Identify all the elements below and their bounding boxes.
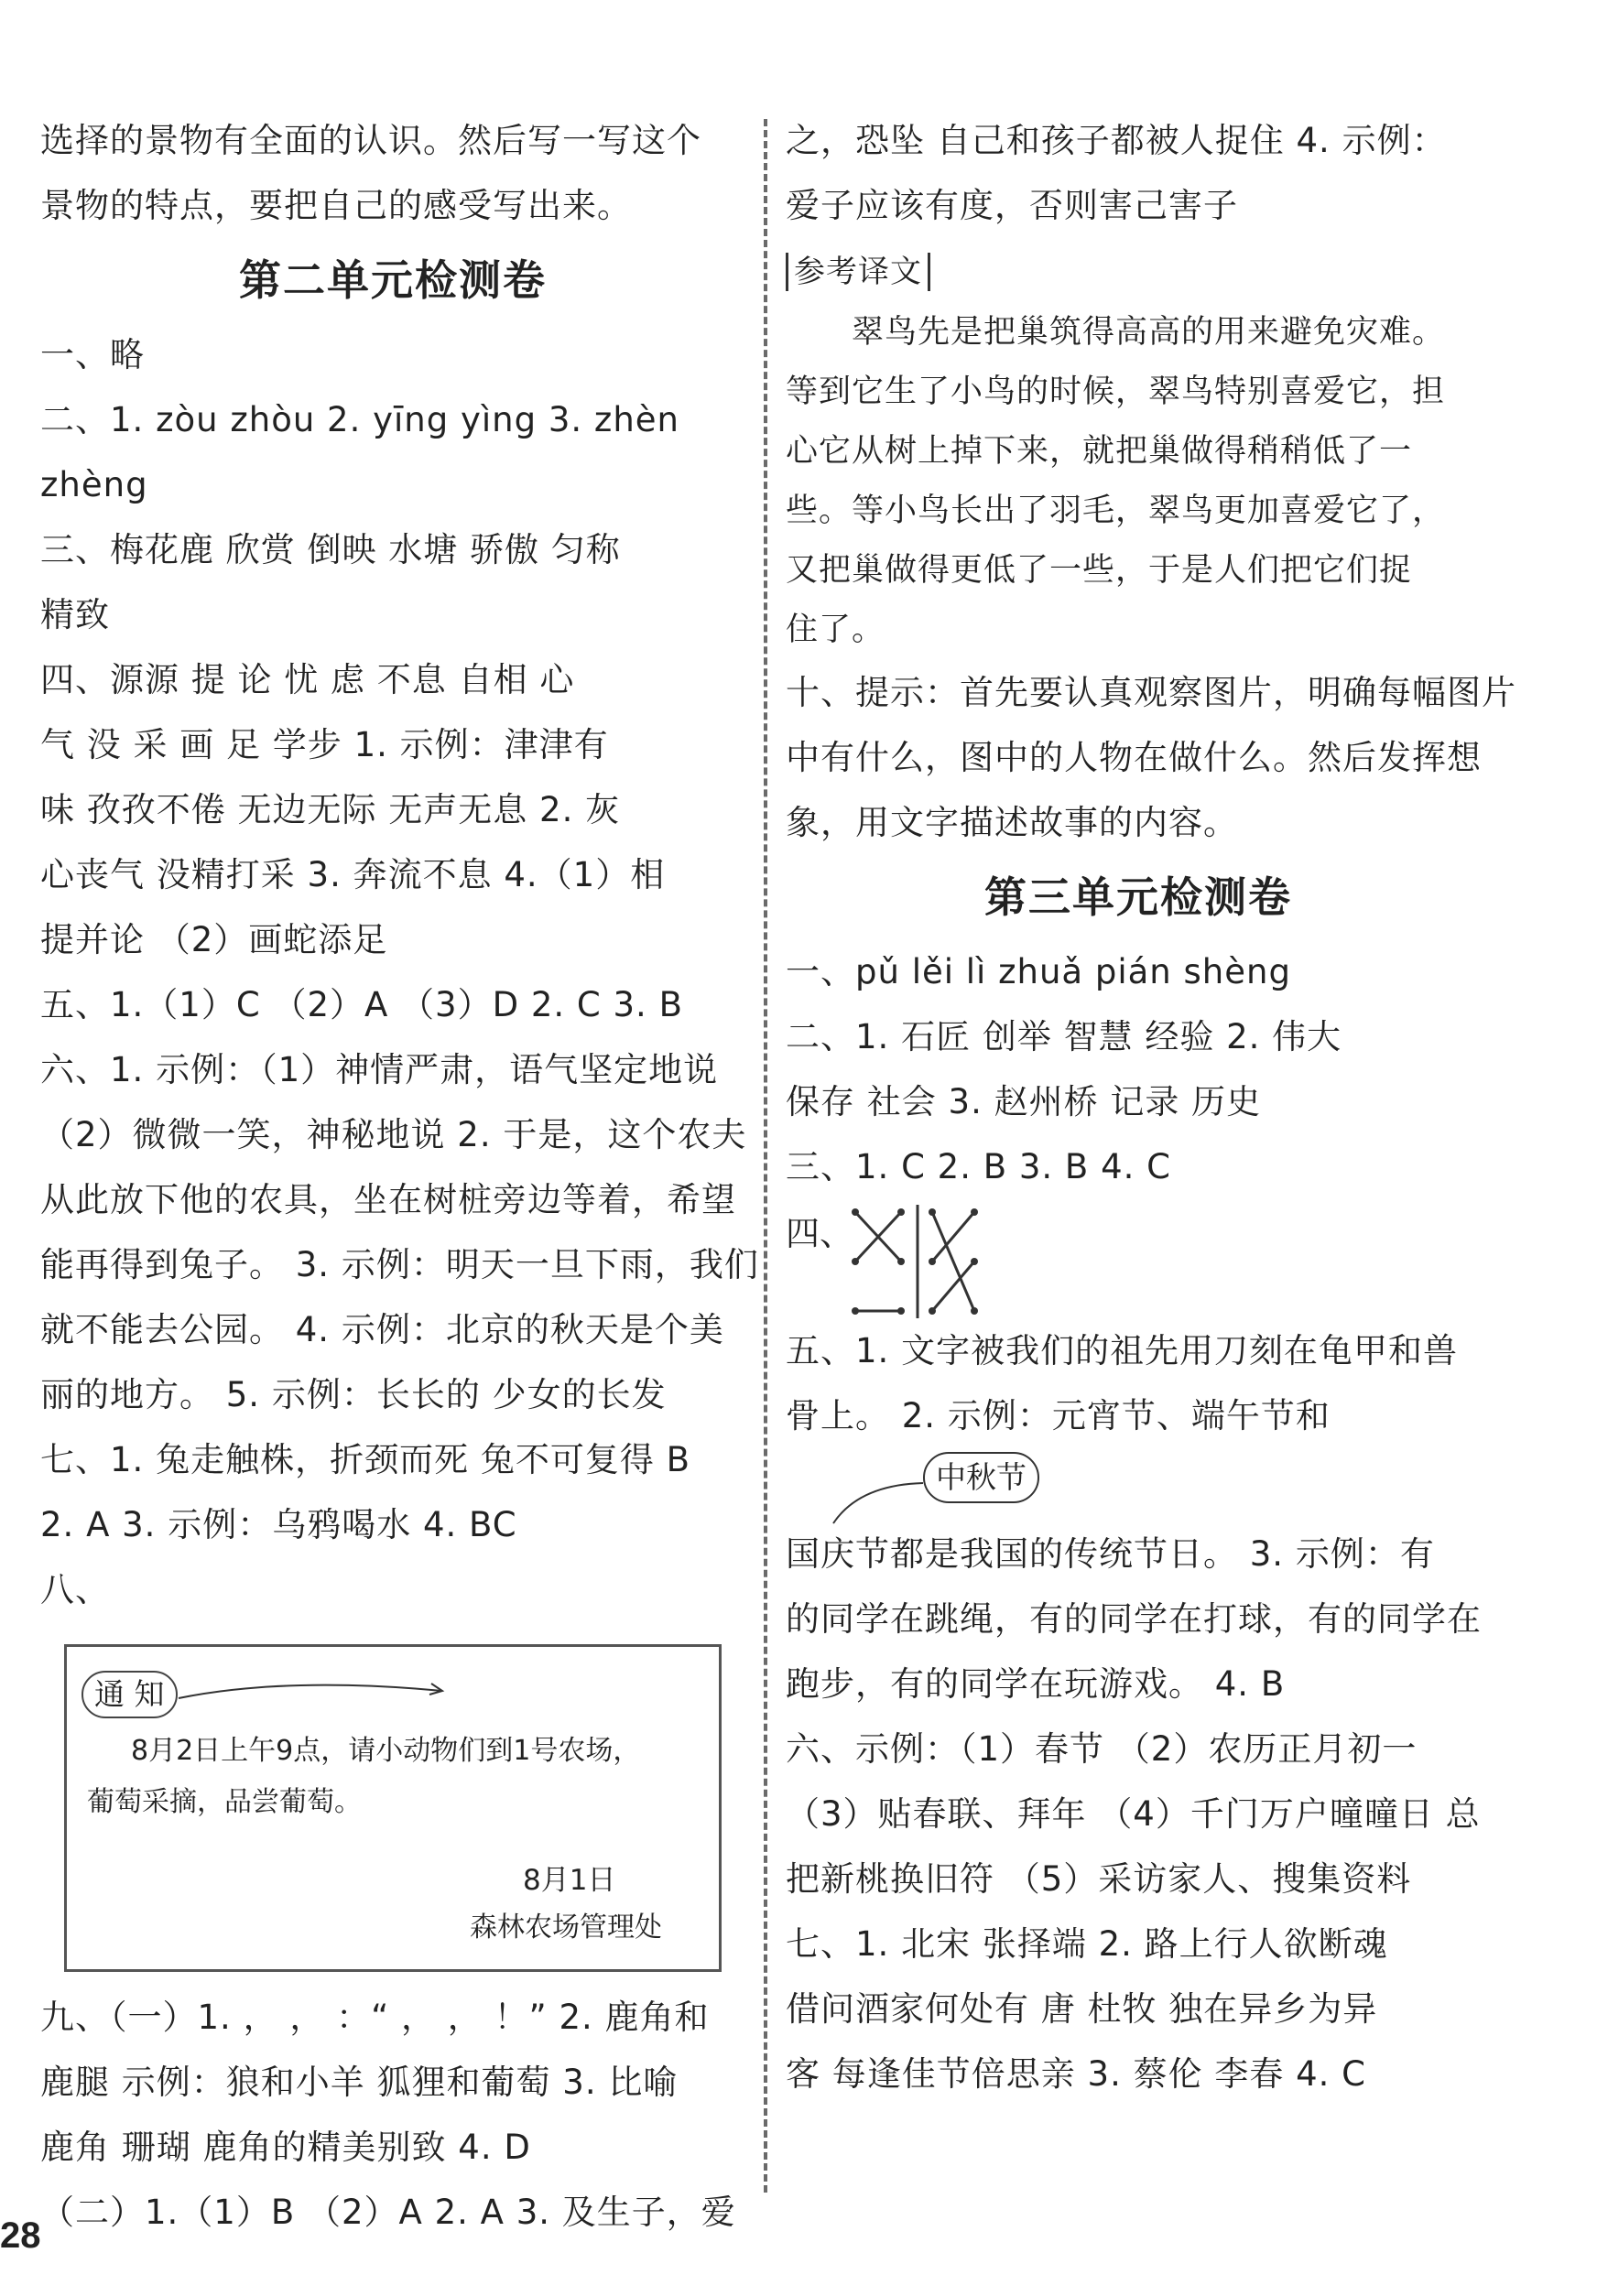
page-number: 28 bbox=[0, 2215, 41, 2256]
text-line: 骨上。 2. 示例：元宵节、端午节和 bbox=[786, 1396, 1331, 1435]
text-line: 六、1. 示例：（1）神情严肃，语气坚定地说 bbox=[40, 1050, 719, 1089]
text-line: zhèng bbox=[40, 465, 148, 504]
left-column bbox=[40, 108, 759, 2245]
text-line: 二、1. 石匠 创举 智慧 经验 2. 伟大 bbox=[786, 1017, 1342, 1056]
matching-lines-icon bbox=[850, 1205, 978, 1318]
correction-arrow-icon bbox=[177, 1674, 451, 1711]
text-line: 保存 社会 3. 赵州桥 记录 历史 bbox=[786, 1082, 1262, 1121]
notice-line: 葡萄采摘，品尝葡萄。 bbox=[87, 1786, 362, 1818]
text-line: 景物的特点，要把自己的感受写出来。 bbox=[40, 186, 632, 225]
text-line: 从此放下他的农具，坐在树桩旁边等着，希望 bbox=[40, 1180, 736, 1219]
text-line: 八、 bbox=[40, 1570, 110, 1609]
text-line: 借问酒家何处有 唐 杜牧 独在异乡为异 bbox=[786, 1989, 1378, 2029]
translation-line: 又把巢做得更低了一些，于是人们把它们捉 bbox=[786, 552, 1413, 589]
text-line: 选择的景物有全面的认识。然后写一写这个 bbox=[40, 121, 701, 160]
text-line: 四、源源 提 论 忧 虑 不息 自相 心 bbox=[40, 660, 575, 699]
text-line: 精致 bbox=[40, 595, 110, 634]
notice-box bbox=[64, 1644, 722, 1972]
notice-line: 8月2日上午9点，请小动物们到1号农场， bbox=[131, 1735, 641, 1767]
text-line: 三、1. C 2. B 3. B 4. C bbox=[786, 1147, 1171, 1186]
text-line: 爱子应该有度，否则害己害子 bbox=[786, 186, 1238, 225]
text-line: 六、示例：（1）春节 （2）农历正月初一 bbox=[786, 1729, 1418, 1769]
text-line: 的同学在跳绳，有的同学在打球，有的同学在 bbox=[786, 1599, 1482, 1639]
text-line: 气 没 采 画 足 学步 1. 示例：津津有 bbox=[40, 725, 609, 764]
translation-line: 些。等小鸟长出了羽毛，翠鸟更加喜爱它了， bbox=[786, 493, 1446, 529]
matching-diagram bbox=[786, 1199, 1491, 1318]
text-line: 把新桃换旧符 （5）采访家人、搜集资料 bbox=[786, 1859, 1412, 1899]
text-line: 味 孜孜不倦 无边无际 无声无息 2. 灰 bbox=[40, 790, 621, 829]
text-line: 就不能去公园。 4. 示例：北京的秋天是个美 bbox=[40, 1310, 724, 1349]
text-line: （2）微微一笑，神秘地说 2. 于是，这个农夫 bbox=[40, 1115, 747, 1154]
text-line: 五、1.（1）C （2）A （3）D 2. C 3. B bbox=[40, 985, 683, 1024]
translation-line: 住了。 bbox=[786, 612, 885, 648]
text-line: 象，用文字描述故事的内容。 bbox=[786, 803, 1238, 842]
right-column bbox=[786, 108, 1516, 2106]
section-title-unit2: 第二单元检测卷 bbox=[239, 255, 547, 305]
text-line: 提并论 （2）画蛇添足 bbox=[40, 920, 388, 959]
text-line: 三、梅花鹿 欣赏 倒映 水塘 骄傲 匀称 bbox=[40, 530, 621, 569]
text-line: （二）1.（1）B （2）A 2. A 3. 及生子，爱 bbox=[40, 2193, 736, 2232]
insert-mark-icon bbox=[831, 1479, 932, 1525]
text-line: 五、1. 文字被我们的祖先用刀刻在龟甲和兽 bbox=[786, 1331, 1459, 1370]
text-line: 七、1. 兔走触株，折颈而死 兔不可复得 B bbox=[40, 1440, 690, 1479]
text-line: 心丧气 没精打采 3. 奔流不息 4.（1）相 bbox=[40, 855, 666, 894]
festival-inserted-word: 中秋节 bbox=[923, 1452, 1039, 1503]
text-line: 2. A 3. 示例：乌鸦喝水 4. BC bbox=[40, 1505, 517, 1544]
column-divider bbox=[764, 119, 767, 2193]
translation-line: 等到它生了小鸟的时候，翠鸟特别喜爱它，担 bbox=[786, 374, 1446, 410]
section-title-unit3: 第三单元检测卷 bbox=[984, 872, 1292, 922]
text-line: 客 每逢佳节倍思亲 3. 蔡伦 李春 4. C bbox=[786, 2054, 1367, 2094]
festival-correction bbox=[786, 1448, 1491, 1522]
text-line: 丽的地方。 5. 示例：长长的 少女的长发 bbox=[40, 1375, 667, 1414]
text-line: 国庆节都是我国的传统节日。 3. 示例：有 bbox=[786, 1534, 1435, 1574]
translation-line: 翠鸟先是把巢筑得高高的用来避免灾难。 bbox=[786, 314, 1446, 351]
text-line: 之，恐坠 自己和孩子都被人捉住 4. 示例： bbox=[786, 121, 1447, 160]
text-line: 九、（一）1. ， ， ：“ ， ， ！” 2. 鹿角和 bbox=[40, 1998, 710, 2037]
text-line: 鹿腿 示例：狼和小羊 狐狸和葡萄 3. 比喻 bbox=[40, 2063, 679, 2102]
notice-title: 通 知 bbox=[81, 1671, 178, 1718]
text-line: （3）贴春联、拜年 （4）千门万户曈曈日 总 bbox=[786, 1794, 1481, 1834]
notice-signature: 森林农场管理处 bbox=[470, 1912, 662, 1944]
text-line: 一、pǔ lěi lì zhuǎ pián shèng bbox=[786, 952, 1291, 991]
text-line: 中有什么，图中的人物在做什么。然后发挥想 bbox=[786, 738, 1482, 777]
text-line: 七、1. 北宋 张择端 2. 路上行人欲断魂 bbox=[786, 1924, 1388, 1964]
text-line: 能再得到兔子。 3. 示例：明天一旦下雨，我们 bbox=[40, 1245, 759, 1284]
reference-label: 参考译文 bbox=[786, 253, 930, 291]
reference-label-row bbox=[786, 238, 1491, 303]
text-line: 二、1. zòu zhòu 2. yīng yìng 3. zhèn bbox=[40, 400, 680, 439]
text-line: 一、略 bbox=[40, 335, 145, 374]
matching-label: 四、 bbox=[786, 1214, 853, 1253]
notice-date: 8月1日 bbox=[523, 1864, 616, 1897]
translation-line: 心它从树上掉下来，就把巢做得稍稍低了一 bbox=[786, 433, 1413, 470]
text-line: 跑步，有的同学在玩游戏。 4. B bbox=[786, 1664, 1286, 1704]
text-line: 鹿角 珊瑚 鹿角的精美别致 4. D bbox=[40, 2128, 531, 2167]
text-line: 十、提示：首先要认真观察图片，明确每幅图片 bbox=[786, 673, 1516, 712]
